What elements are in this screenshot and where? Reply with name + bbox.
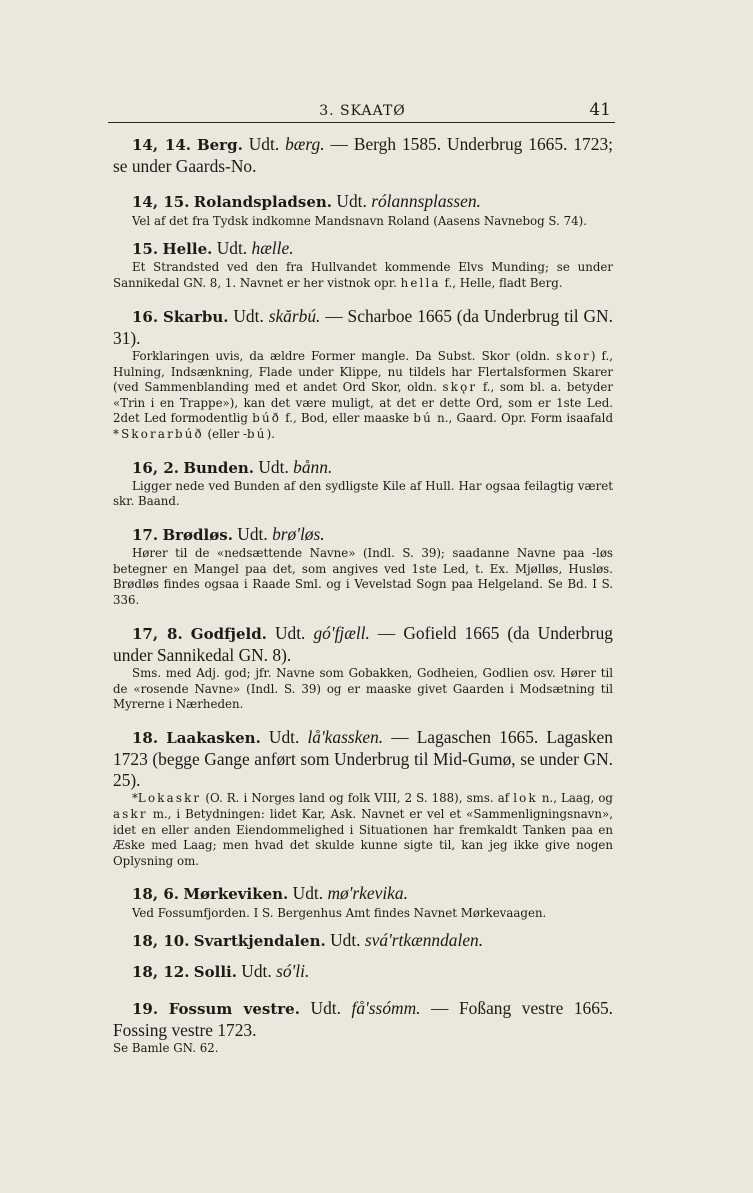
entry-note: Sms. med Adj. god; jfr. Navne som Gobakken, Godheien, Godlien osv. Hører til de «rosende Navne» (Indl. S. 39) og er maaske givet Gaarden i Modsætning til Myrerne i Nærheden.	[113, 665, 613, 712]
entry-svartkjendalen	[113, 930, 613, 952]
entry-heading: 18, 10. Svartkjendalen. Udt. svá'rtkænndalen.	[132, 930, 484, 951]
entry-godfjeld	[113, 623, 613, 713]
entry-heading: 17, 8. Godfjeld. Udt. gó'fjæll. — Gofield 1665 (da Underbrug under Sannikedal GN. 8).	[113, 622, 613, 665]
entry-heading: 18, 6. Mørkeviken. Udt. mø'rkevika.	[132, 883, 408, 904]
entry-note: Forklaringen uvis, da ældre Former mangle. Da Subst. Skor (oldn. skor) f., Hulning, Indsænkning, Flade under Klippe, nu tildels har Flertalsformen Skarer (ved Sammenblanding med et andet Ord Skor, oldn. skǫr f., som bl. a. betyder «Trin i en Trappe»), kan det være muligt, at det er dette Ord, som er 1ste Led. 2det Led formodentlig búð f., Bod, eller maaske bú n., Gaard. Opr. Form isaafald *Skorarbúð (eller -bú).	[113, 349, 613, 441]
entry-rolandspladsen	[113, 191, 613, 229]
entry-laakasken	[113, 727, 613, 870]
entry-bunden	[113, 457, 613, 510]
entry-heading: 17. Brødløs. Udt. brø'løs.	[132, 523, 325, 544]
entry-heading: 18, 12. Solli. Udt. só'li.	[132, 961, 310, 982]
entry-berg	[113, 134, 613, 177]
running-header	[110, 100, 615, 120]
entry-note: Ved Fossumfjorden. I S. Bergenhus Amt findes Navnet Mørkevaagen.	[132, 905, 547, 920]
entry-heading: 14, 15. Rolandspladsen. Udt. rólannsplassen.	[132, 191, 481, 212]
document-body	[113, 134, 613, 1057]
entry-heading: 18. Laakasken. Udt. lå'kassken. — Lagaschen 1665. Lagasken 1723 (begge Gange anført som Underbrug til Mid-Gumø, se under GN. 25).	[113, 726, 613, 791]
entry-heading: 19. Fossum vestre. Udt. få'ssómm. — Foßang vestre 1665. Fossing vestre 1723.	[113, 997, 613, 1040]
entry-heading: 16. Skarbu. Udt. skărbú. — Scharboe 1665 (da Underbrug til GN. 31).	[113, 305, 613, 348]
entry-heading: 14, 14. Berg. Udt. bærg. — Bergh 1585. Underbrug 1665. 1723; se under Gaards-No.	[113, 134, 613, 177]
entry-skarbu	[113, 306, 613, 443]
page-number: 41	[589, 100, 611, 120]
header-rule	[108, 122, 615, 123]
entry-note: Ligger nede ved Bunden af den sydligste Kile af Hull. Har ogsaa feilagtig været skr. Baand.	[113, 478, 613, 509]
entry-heading: 15. Helle. Udt. hælle.	[132, 238, 294, 259]
entry-fossum-vestre	[113, 998, 613, 1057]
entry-solli	[113, 961, 613, 983]
entry-heading: 16, 2. Bunden. Udt. bånn.	[132, 456, 333, 477]
entry-helle	[113, 238, 613, 291]
entry-note: Se Bamle GN. 62.	[113, 1040, 219, 1055]
entry-note: *Lokaskr (O. R. i Norges land og folk VIII, 2 S. 188), sms. af lok n., Laag, og askr m., i Betydningen: lidet Kar, Ask. Navnet er vel et «Sammenligningsnavn», idet en eller anden Eiendommelighed i Situationen har fremkaldt Tanken paa en Æske med Laag; men hvad det skulde kunne sigte til, kan jeg ikke give nogen Oplysning om.	[113, 791, 613, 868]
entry-note: Hører til de «nedsættende Navne» (Indl. S. 39); saadanne Navne paa -løs betegner en Mangel paa det, som angives ved 1ste Led, t. Ex. Mjølløs, Husløs. Brødløs findes ogsaa i Raade Sml. og i Vevelstad Sogn paa Helgeland. Se Bd. I S. 336.	[113, 546, 613, 607]
entry-brodlos	[113, 524, 613, 609]
entry-note: Vel af det fra Tydsk indkomne Mandsnavn Roland (Aasens Navnebog S. 74).	[132, 213, 587, 228]
entry-note: Et Strandsted ved den fra Hullvandet kommende Elvs Munding; se under Sannikedal GN. 8, 1. Navnet er her vistnok opr. hella f., Helle, fladt Berg.	[113, 260, 613, 290]
chapter-title: 3. SKAATØ	[319, 103, 406, 119]
entry-morkeviken	[113, 883, 613, 921]
